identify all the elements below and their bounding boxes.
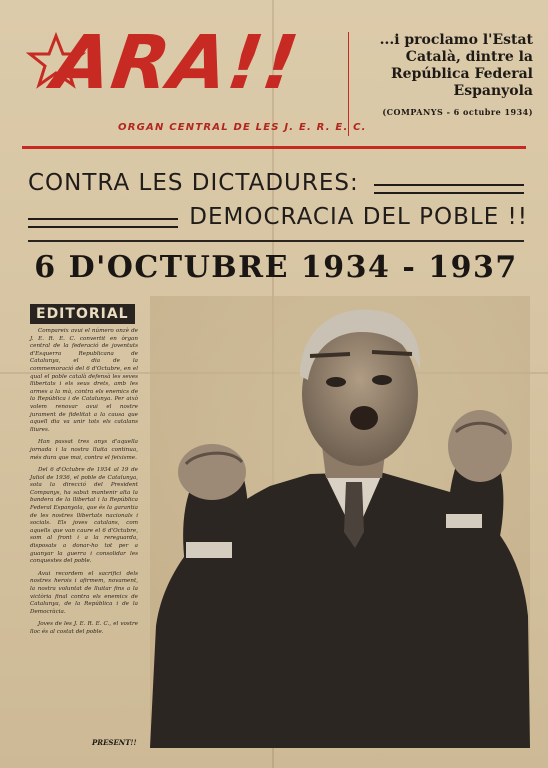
double-rule: [28, 218, 178, 228]
quote-line: ...i proclamo l'Estat: [379, 32, 533, 48]
editorial-paragraph: Joves de les J. E. R. E. C., el vostre lloc és al costat del poble.: [30, 621, 138, 635]
quote-line: República Federal: [391, 66, 533, 82]
masthead: [22, 14, 533, 156]
masthead-quote: [348, 32, 533, 136]
headline-divider: [28, 240, 524, 242]
editorial-label: EDITORIAL: [30, 304, 135, 324]
headline-line-2: [28, 204, 528, 230]
quote-signature: (COMPANYS - 6 octubre 1934): [382, 107, 533, 117]
headline-line-1: [28, 170, 528, 196]
editorial-paragraph: Del 6 d'Octubre de 1934 al 19 de Juliol de 1936, el poble de Catalunya, sota la direcció del President Companys, ha sabut mantenir alta la bandera de la llibertat i la República Federal Espanyola, que és la garantia de les nostres llibertats nacionals i socials. Els joves catalans, com aquells que van caure el 6 d'Octubre, som al front i a la rereguarda, disposats a donar-ho tot per a guanyar la guerra i consolidar les conquestes del poble.: [30, 467, 138, 565]
masthead-rule: [22, 146, 526, 149]
editorial-paragraph: Han passat tres anys d'aquella jornada i la nostra lluita continua, més dura que mai, contra el feixisme.: [30, 439, 138, 461]
headline-text-1: CONTRA LES DICTADURES:: [28, 170, 359, 196]
quote-line: Català, dintre la: [405, 49, 533, 65]
editorial-text: [30, 328, 138, 642]
masthead-subtitle: ORGAN CENTRAL DE LES J. E. R. E. C.: [118, 122, 367, 133]
editorial-paragraph: Avui recordem el sacrifici dels nostres herois i afirmem, novament, la nostra voluntat de lluitar fins a la victòria final contra els enemics de Catalunya, de la República i de la Democràcia.: [30, 570, 138, 615]
double-rule: [374, 184, 524, 194]
headline-text-2: DEMOCRACIA DEL POBLE !!: [189, 204, 528, 230]
photo-orator: [150, 296, 530, 748]
editorial-paragraph: Compareix avui el número onzè de J. E. R. E. C. convertit en òrgan central de la federació de joventuts d'Esquerra Republicana de Catalunya, el dia de la commemoració del 6 d'Octubre, en el qual el poble català defensà les seves llibertats i els seus drets, amb les armes a la mà, contra els enemics de la República i de Catalunya. Per això volem renovar avui el nostre jurament de fidelitat a la causa que aquell dia va unir tots els catalans lliures.: [30, 328, 138, 433]
quote-line: Espanyola: [453, 83, 533, 99]
editorial-signature: PRESENT!!: [92, 738, 137, 747]
date-headline: 6 D'OCTUBRE 1934 - 1937: [34, 250, 518, 285]
newspaper-logo: ARA!!: [47, 20, 305, 106]
